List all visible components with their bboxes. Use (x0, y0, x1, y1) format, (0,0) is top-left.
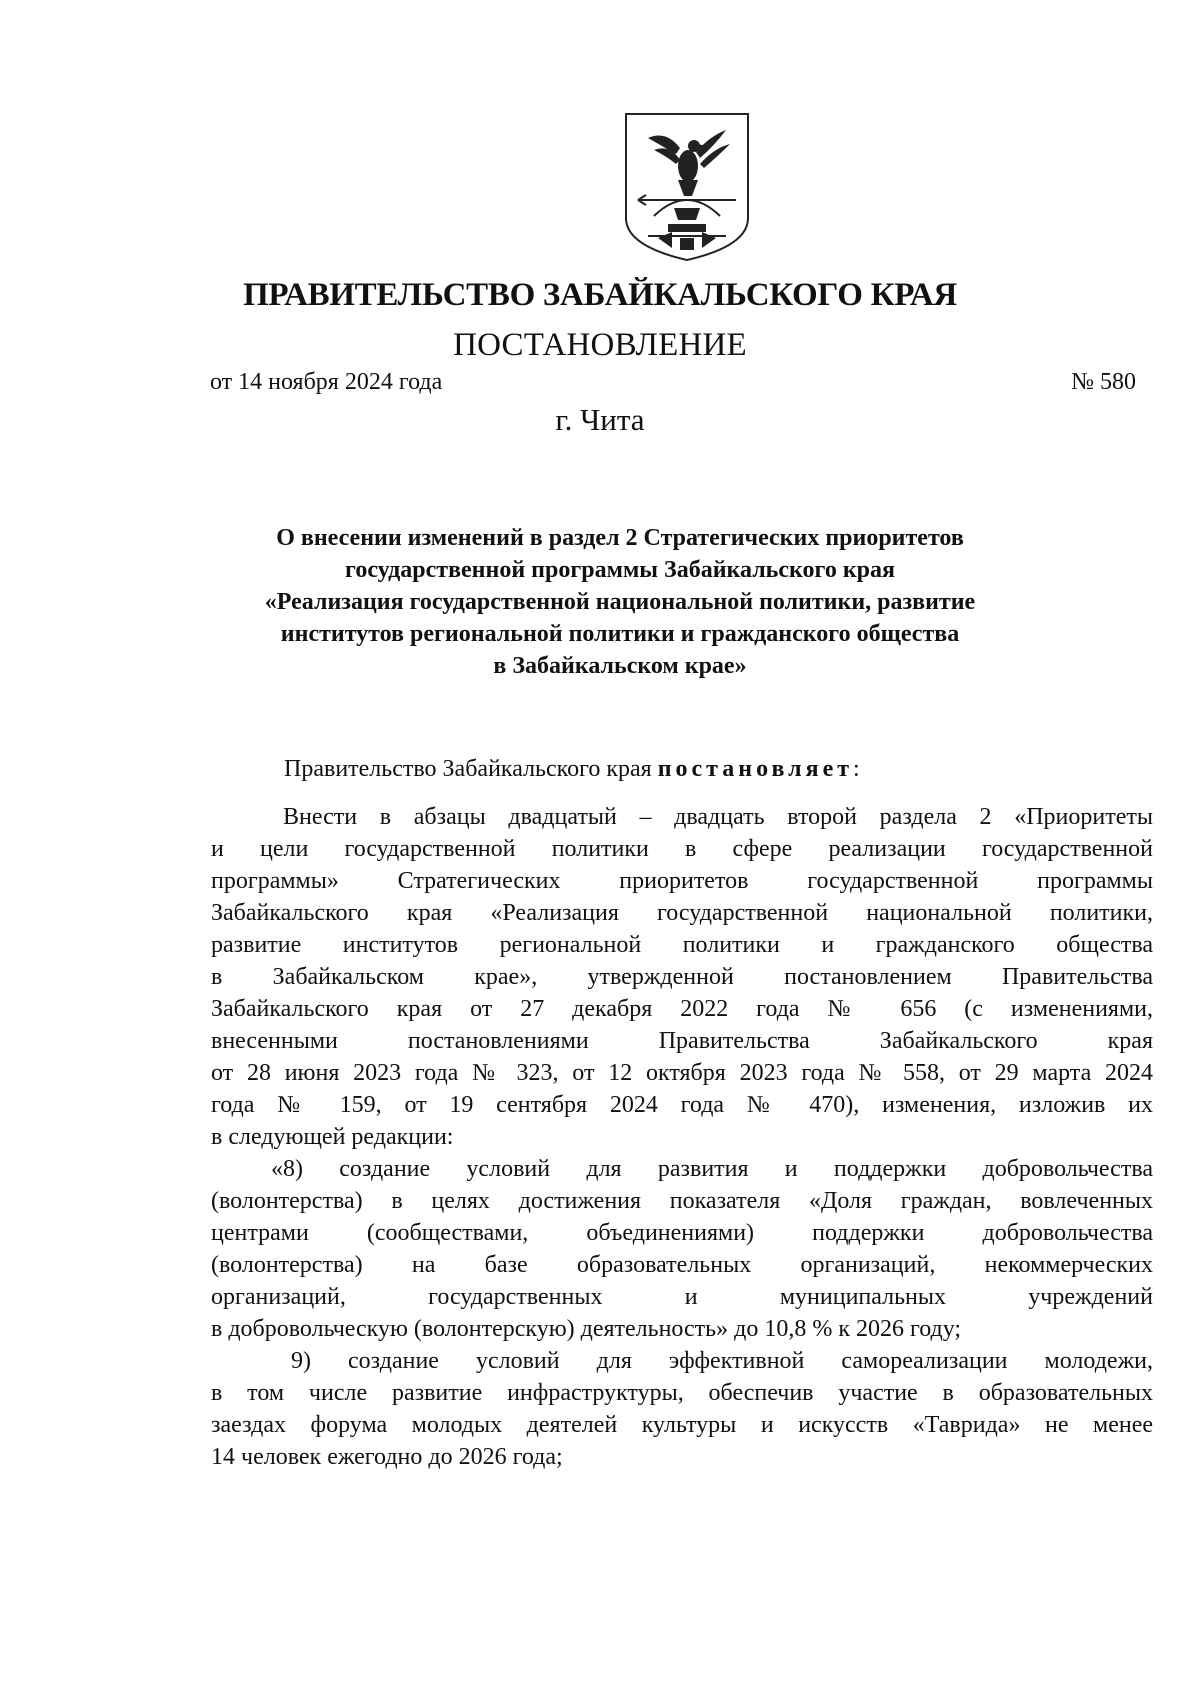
paragraph-line: в добровольческую (волонтерскую) деятельность» до 10,8 % к 2026 году; (211, 1316, 962, 1342)
coat-of-arms-emblem (618, 108, 756, 263)
paragraph-line: «8) создание условий для развития и поддержки добровольчества (271, 1156, 1153, 1182)
preamble-emphasis: постановляет (657, 756, 854, 782)
paragraph-line: (волонтерства) в целях достижения показателя «Доля граждан, вовлеченных (211, 1188, 1153, 1214)
title-line: «Реализация государственной национальной политики, развитие (264, 589, 976, 615)
paragraph-3 (211, 1345, 1153, 1473)
paragraph-line: Забайкальского края от 27 декабря 2022 года № 656 (с изменениями, (211, 996, 1153, 1022)
paragraph-line: года № 159, от 19 сентября 2024 года № 470), изменения, изложив их (211, 1092, 1153, 1118)
paragraph-line: в Забайкальском крае», утвержденной постановлением Правительства (211, 964, 1153, 990)
paragraph-line: центрами (сообществами, объединениями) поддержки добровольчества (211, 1220, 1153, 1246)
paragraph-line: в том числе развитие инфраструктуры, обеспечив участие в образовательных (211, 1380, 1153, 1406)
title-line: О внесении изменений в раздел 2 Стратегических приоритетов (276, 525, 964, 551)
document-title (220, 522, 1020, 682)
paragraph-line: Забайкальского края «Реализация государственной национальной политики, (211, 900, 1153, 926)
paragraph-2 (211, 1153, 1153, 1345)
organization-name: ПРАВИТЕЛЬСТВО ЗАБАЙКАЛЬСКОГО КРАЯ (243, 277, 957, 313)
document-city: г. Чита (555, 402, 645, 437)
preamble (284, 756, 860, 783)
paragraph-1 (211, 801, 1153, 1153)
paragraph-line: и цели государственной политики в сфере реализации государственной (211, 836, 1153, 862)
paragraph-line: развитие институтов региональной политики и гражданского общества (211, 932, 1153, 958)
title-line: в Забайкальском крае» (493, 653, 747, 679)
preamble-text: Правительство Забайкальского края (284, 756, 658, 782)
paragraph-line: (волонтерства) на базе образовательных организаций, некоммерческих (211, 1252, 1153, 1278)
paragraph-line: Внести в абзацы двадцатый – двадцать второй раздела 2 «Приоритеты (283, 804, 1153, 830)
document-date: от 14 ноября 2024 года (210, 369, 443, 395)
paragraph-line: в следующей редакции: (211, 1124, 454, 1150)
paragraph-line: внесенными постановлениями Правительства Забайкальского края (211, 1028, 1153, 1054)
preamble-tail: : (853, 756, 860, 782)
paragraph-line: 14 человек ежегодно до 2026 года; (211, 1444, 563, 1470)
title-line: институтов региональной политики и гражданского общества (280, 621, 960, 647)
paragraph-line: программы» Стратегических приоритетов государственной программы (211, 868, 1153, 894)
paragraph-line: заездах форума молодых деятелей культуры и искусств «Таврида» не менее (211, 1412, 1153, 1438)
document-number: № 580 (1071, 369, 1136, 395)
title-line: государственной программы Забайкальского края (345, 557, 895, 583)
paragraph-line: от 28 июня 2023 года № 323, от 12 октября 2023 года № 558, от 29 марта 2024 (211, 1060, 1153, 1086)
paragraph-line: 9) создание условий для эффективной самореализации молодежи, (291, 1348, 1153, 1374)
document-type: ПОСТАНОВЛЕНИЕ (453, 327, 747, 363)
paragraph-line: организаций, государственных и муниципальных учреждений (211, 1284, 1153, 1310)
